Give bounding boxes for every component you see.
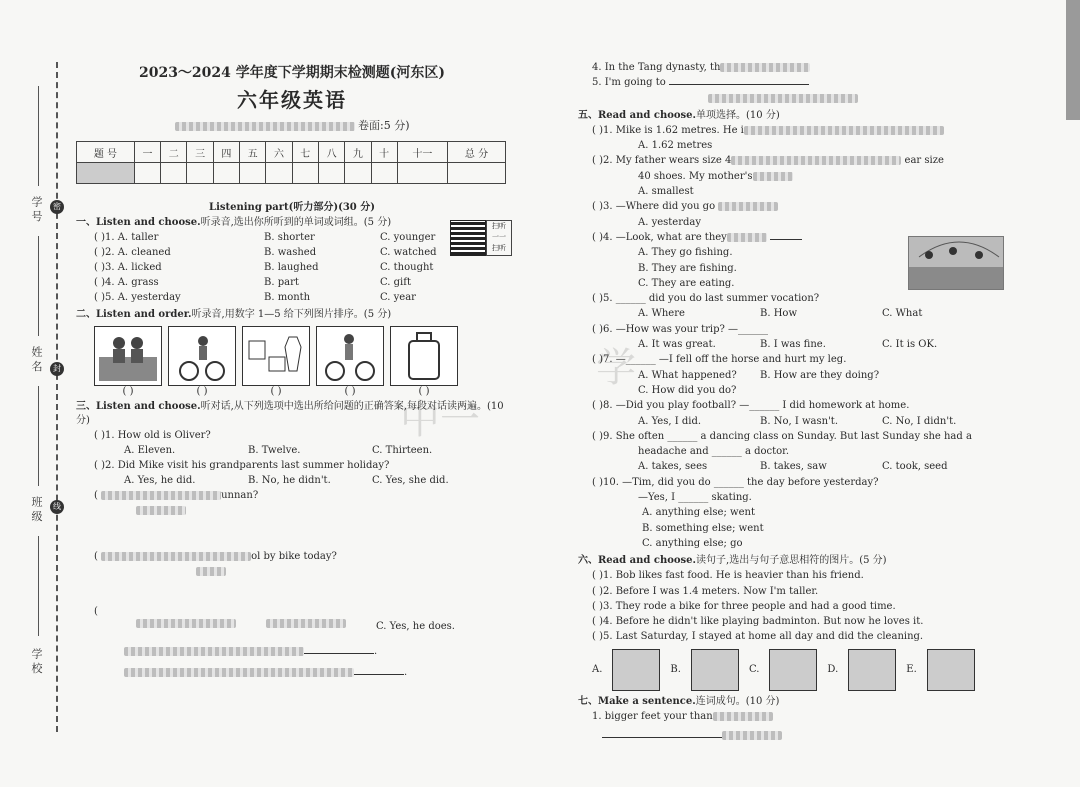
score-cell[interactable] xyxy=(161,163,187,184)
list-item: ( )1. Bob likes fast food. He is heavier than his friend. xyxy=(592,570,864,582)
section-3-title xyxy=(76,400,508,428)
answer-blank[interactable] xyxy=(602,737,722,738)
answer-blank[interactable] xyxy=(304,653,374,654)
blurred-text xyxy=(101,552,251,561)
section-title-en: 七、Make a sentence. xyxy=(578,695,696,707)
list-item: ( )4. Before he didn't like playing badminton. But now he loves it. xyxy=(592,616,924,628)
blurred-text xyxy=(266,619,346,628)
option-b: B. shorter xyxy=(264,232,315,243)
qr-code-icon[interactable] xyxy=(450,220,486,256)
option-c: C. No, I didn't. xyxy=(882,415,957,427)
blurred-text xyxy=(196,567,226,576)
school-label: 学 校 xyxy=(30,648,43,674)
blurred-text xyxy=(731,156,901,165)
score-cell[interactable] xyxy=(345,163,371,184)
blurred-text xyxy=(175,122,355,131)
picture-answer-row xyxy=(76,386,508,397)
section-7-title xyxy=(578,695,1008,709)
question-text: —Yes, I ______ skating. xyxy=(638,492,752,504)
score-cell: 七 xyxy=(292,142,318,163)
option-b: B. laughed xyxy=(264,262,319,273)
option-b: B. Twelve. xyxy=(248,445,301,456)
question-text: ( )5. ______ did you do last summer vocation? xyxy=(592,293,820,305)
option-a: A. takes, sees xyxy=(638,461,708,473)
answer-blank[interactable] xyxy=(354,674,404,675)
score-cell[interactable] xyxy=(240,163,266,184)
bike-boy-picture xyxy=(168,326,236,386)
list-item: ( )2. Before I was 1.4 meters. Now I'm taller. xyxy=(592,585,819,597)
list-item: ( )5. Last Saturday, I stayed at home all day and did the cleaning. xyxy=(592,631,924,643)
blurred-line xyxy=(578,91,1008,106)
option-c: C. watched xyxy=(380,247,437,258)
image-letter: B. xyxy=(670,664,681,676)
option-b: B. month xyxy=(264,292,311,303)
option-c: C. thought xyxy=(380,262,434,273)
blank-line xyxy=(578,728,1008,743)
option-c: C. Yes, he does. xyxy=(376,621,455,632)
option-b: B. No, he didn't. xyxy=(248,475,331,486)
score-cell: 总 分 xyxy=(448,142,506,163)
right-column xyxy=(578,60,1008,743)
score-cell: 二 xyxy=(161,142,187,163)
option-a: A. Where xyxy=(638,308,685,320)
options-row xyxy=(578,306,1008,321)
height-chart-image xyxy=(927,649,975,691)
blurred-text xyxy=(136,619,236,628)
qr-label-text: 一一 xyxy=(492,233,506,241)
score-cell[interactable] xyxy=(292,163,318,184)
suitcase-picture xyxy=(390,326,458,386)
score-cell: 十一 xyxy=(397,142,447,163)
question-text: ( )1. How old is Oliver? xyxy=(94,430,211,441)
options-row xyxy=(578,368,1008,383)
option-a: A. Eleven. xyxy=(124,445,176,456)
score-table xyxy=(76,141,506,184)
answer-blank[interactable] xyxy=(669,84,809,85)
option-c: C. gift xyxy=(380,277,411,288)
score-cell: 五 xyxy=(240,142,266,163)
section-title-cn: 听对话,从下列选项中选出所给问题的正确答案,每段对话读两遍。(10 分) xyxy=(76,401,504,426)
option-a: ( )3. A. licked xyxy=(94,262,162,273)
options-row xyxy=(578,337,1008,352)
question-text: ( )10. —Tim, did you do ______ the day before yesterday? xyxy=(592,476,879,488)
blurred-text xyxy=(708,94,858,103)
blank-line[interactable]: . xyxy=(76,644,508,659)
score-cell[interactable] xyxy=(371,163,397,184)
watermark: 中一 xyxy=(400,397,480,443)
blurred-options xyxy=(76,564,508,604)
question-text xyxy=(578,153,1008,168)
image-letter: E. xyxy=(906,664,917,676)
option-b: B. washed xyxy=(264,247,317,258)
question-text: ( )2. Did Mike visit his grandparents last summer holiday? xyxy=(94,460,390,471)
section-2-title xyxy=(76,308,508,322)
list-item: ( )3. They rode a bike for three people and had a good time. xyxy=(592,600,896,612)
blank-line[interactable]: . xyxy=(76,665,508,680)
options-row xyxy=(578,414,1008,429)
question-text: ( )8. —Did you play football? —______ I did homework at home. xyxy=(592,400,910,412)
line-text: ( )1. Mike is 1.62 metres. He i xyxy=(592,124,744,136)
line-text: ( )3. —Where did you go xyxy=(592,201,716,213)
score-cell[interactable] xyxy=(448,163,506,184)
exam-subject: 六年级英语 xyxy=(237,88,347,112)
score-cell[interactable] xyxy=(397,163,447,184)
option-a: A. They go fishing. xyxy=(638,247,733,259)
answer-paren[interactable]: ( ) xyxy=(344,386,356,397)
option-a: A. smallest xyxy=(638,186,694,198)
option-c: C. Yes, she did. xyxy=(372,475,449,486)
section-title-cn: 连词成句。(10 分) xyxy=(695,695,780,707)
score-cell[interactable] xyxy=(187,163,213,184)
option-a: A. yesterday xyxy=(638,216,702,228)
options-row xyxy=(578,459,1008,474)
option-c: C. younger xyxy=(380,232,436,243)
section-title-en: 一、Listen and choose. xyxy=(76,217,201,228)
score-cell: 一 xyxy=(134,142,160,163)
student-number-label: 学 号 xyxy=(30,196,43,222)
score-cell[interactable] xyxy=(318,163,344,184)
option-b: B. part xyxy=(264,277,299,288)
question-text xyxy=(578,199,1008,214)
option-c: C. What xyxy=(882,308,923,320)
option-c: C. anything else; go xyxy=(642,537,743,549)
fill-line xyxy=(38,86,39,186)
score-cell[interactable] xyxy=(213,163,239,184)
seal-mark: 线 xyxy=(50,500,64,514)
section-1-title xyxy=(76,216,508,230)
option-b: B. They are fishing. xyxy=(638,262,737,274)
binding-line xyxy=(56,62,58,732)
list-item xyxy=(76,260,508,275)
fill-line xyxy=(38,236,39,336)
watermark: 学 xyxy=(596,345,636,391)
exam-note xyxy=(76,117,508,133)
option-a: ( )2. A. cleaned xyxy=(94,247,171,258)
paren-text: ( xyxy=(94,490,98,501)
image-letter: A. xyxy=(592,664,603,676)
fishing-picture xyxy=(908,236,1004,290)
option-c: C. It is OK. xyxy=(882,339,938,351)
line-text: 1. bigger feet your than xyxy=(592,710,713,722)
list-item xyxy=(76,245,508,260)
blurred-text xyxy=(124,668,354,677)
question-text xyxy=(578,123,1008,138)
line-text: 40 shoes. My mother's xyxy=(638,170,753,182)
cyclist-picture xyxy=(316,326,384,386)
score-header-row xyxy=(77,142,506,163)
question-tail: ol by bike today? xyxy=(251,551,337,562)
line-text: ( )2. My father wears size 4 xyxy=(592,155,732,167)
blurred-text xyxy=(720,63,810,72)
qr-label-text: 扫听 xyxy=(492,222,506,230)
question-text xyxy=(578,709,1008,724)
badminton-image xyxy=(691,649,739,691)
two-boys-image xyxy=(848,649,896,691)
scrollbar[interactable] xyxy=(1066,0,1080,120)
list-item xyxy=(76,230,508,245)
score-cell: 九 xyxy=(345,142,371,163)
option-a: A. What happened? xyxy=(638,369,737,381)
option-a: A. Yes, he did. xyxy=(124,475,196,486)
section-title-cn: 读句子,选出与句子意思相符的图片。(5 分) xyxy=(696,555,887,567)
option-a: ( )1. A. taller xyxy=(94,232,159,243)
class-label: 班 级 xyxy=(30,496,43,522)
blurred-text xyxy=(727,233,767,242)
option-b: B. takes, saw xyxy=(760,461,827,473)
option-a: ( )4. A. grass xyxy=(94,277,159,288)
option-b: B. something else; went xyxy=(642,522,764,534)
question-text xyxy=(578,169,1008,184)
score-cell[interactable] xyxy=(134,163,160,184)
options-row xyxy=(76,473,508,488)
score-cell: 四 xyxy=(213,142,239,163)
score-value-row xyxy=(77,163,506,184)
name-label: 姓 名 xyxy=(30,346,43,372)
question-text xyxy=(578,60,1008,75)
image-letter: C. xyxy=(748,664,760,676)
qr-label xyxy=(486,220,512,256)
blurred-text xyxy=(753,172,793,181)
seal-mark: 封 xyxy=(50,362,64,376)
answer-images xyxy=(578,649,1008,691)
option-c: C. year xyxy=(380,292,416,303)
option-a: ( )5. A. yesterday xyxy=(94,292,181,303)
section-title-en: 五、Read and choose. xyxy=(578,109,697,121)
score-cell: 题 号 xyxy=(77,142,135,163)
section-title-cn: 听录音,用数字 1—5 给下列图片排序。(5 分) xyxy=(191,309,392,320)
option-c: C. took, seed xyxy=(882,461,948,473)
line-text: 5. I'm going to xyxy=(592,77,666,89)
cleaning-image xyxy=(612,649,660,691)
question-tail: unnan? xyxy=(221,490,259,501)
line-text: ( )4. —Look, what are they xyxy=(592,231,727,243)
option-b: B. No, I wasn't. xyxy=(760,415,839,427)
qr-label-text: 扫听 xyxy=(492,244,506,252)
question-text: ( xyxy=(94,606,98,617)
section-title-en: 二、Listen and order. xyxy=(76,309,192,320)
line-text: 4. In the Tang dynasty, th xyxy=(592,62,721,73)
option-a: A. Yes, I did. xyxy=(638,415,702,427)
picture-row xyxy=(76,326,508,386)
option-a: A. It was great. xyxy=(638,339,716,351)
clothes-picture xyxy=(242,326,310,386)
fill-line xyxy=(38,536,39,636)
blurred-options xyxy=(76,503,508,549)
line-text: ear size xyxy=(904,155,944,167)
picnic-picture xyxy=(94,326,162,386)
score-cell xyxy=(77,163,135,184)
options-row xyxy=(76,443,508,458)
left-column xyxy=(76,58,508,680)
fill-line xyxy=(38,386,39,486)
score-cell: 八 xyxy=(318,142,344,163)
score-cell[interactable] xyxy=(266,163,292,184)
seal-mark: 密 xyxy=(50,200,64,214)
answer-blank[interactable] xyxy=(770,239,802,240)
exam-title: 2023～2024 学年度下学期期末检测题(河东区) xyxy=(138,65,446,81)
option-b: B. I was fine. xyxy=(760,339,826,351)
score-cell: 六 xyxy=(266,142,292,163)
exam-note-text: 卷面:5 分) xyxy=(358,119,410,132)
question-text xyxy=(578,75,1008,90)
section-title-en: 六、Read and choose. xyxy=(578,555,697,567)
option-c: C. They are eating. xyxy=(638,277,735,289)
section-title-cn: 单项选择。(10 分) xyxy=(696,109,780,121)
option-a: A. 1.62 metres xyxy=(638,140,713,152)
question-text: ( )6. —How was your trip? —______ xyxy=(592,323,769,335)
option-c: C. Thirteen. xyxy=(372,445,433,456)
blurred-text xyxy=(101,491,221,500)
listening-title: Listening part(听力部分)(30 分) xyxy=(209,202,375,213)
option-c: C. How did you do? xyxy=(638,384,737,396)
list-item xyxy=(76,290,508,305)
options-row xyxy=(76,619,508,634)
tandem-bike-image xyxy=(769,649,817,691)
section-5-title xyxy=(578,109,1008,123)
section-title-en: 三、Listen and choose. xyxy=(76,401,201,412)
option-a: A. anything else; went xyxy=(642,507,755,519)
blurred-text xyxy=(744,126,944,135)
blurred-text xyxy=(124,647,304,656)
blurred-text xyxy=(713,712,773,721)
section-6-title xyxy=(578,554,1008,568)
image-letter: D. xyxy=(827,664,839,676)
answer-paren[interactable]: ( ) xyxy=(122,386,134,397)
blurred-text xyxy=(722,731,782,740)
option-b: B. How are they doing? xyxy=(760,369,880,381)
option-b: B. How xyxy=(760,308,798,320)
answer-paren[interactable]: ( ) xyxy=(418,386,430,397)
question-text xyxy=(76,488,508,503)
list-item xyxy=(76,275,508,290)
blurred-text xyxy=(136,506,186,515)
question-text xyxy=(76,549,508,564)
answer-paren[interactable]: ( ) xyxy=(270,386,282,397)
paren-text: ( xyxy=(94,551,98,562)
score-cell: 三 xyxy=(187,142,213,163)
question-text: headache and ______ a doctor. xyxy=(638,446,790,458)
answer-paren[interactable]: ( ) xyxy=(196,386,208,397)
score-cell: 十 xyxy=(371,142,397,163)
blurred-text xyxy=(718,202,778,211)
question-text: ( )7. —______ —I fell off the horse and hurt my leg. xyxy=(592,354,847,366)
question-text: ( )9. She often ______ a dancing class on Sunday. But last Sunday she had a xyxy=(592,430,972,442)
section-title-cn: 听录音,选出你所听到的单词或词组。(5 分) xyxy=(200,217,392,228)
